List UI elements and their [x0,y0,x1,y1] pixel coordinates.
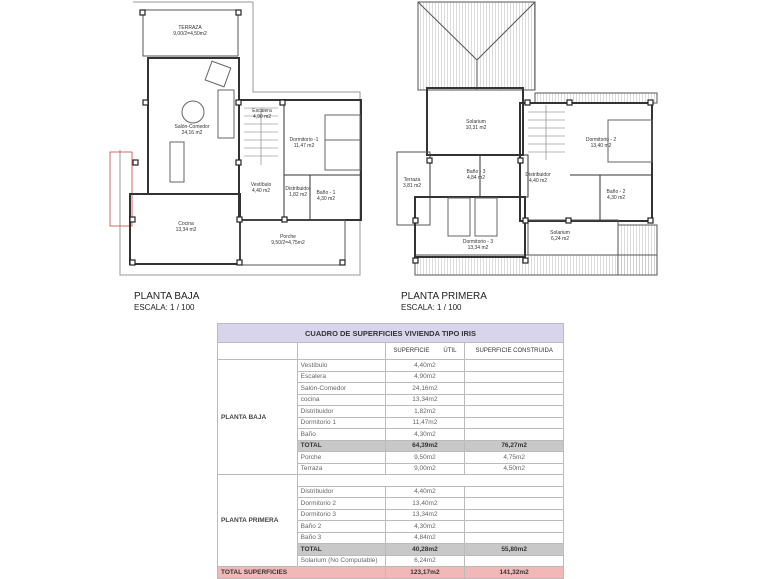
total-label: TOTAL [297,440,385,452]
util-area: 13,40m2 [385,498,465,510]
room-name: cocina [297,394,385,406]
util-area: 4,40m2 [385,486,465,498]
room-area: 24,16 m2 [181,130,203,136]
room-name: Dormitorio 1 [297,417,385,429]
section-label: PLANTA BAJA [218,360,298,475]
col-util-label: SUPERFICIE [393,348,430,354]
room-name: Escalera [252,108,272,114]
room-name: Baño 3 [297,532,385,544]
room-name: Distribuidor [297,486,385,498]
room-name: Distribuidor [297,406,385,418]
room-name: Vestíbulo [297,360,385,372]
total-construida: 76,27m2 [465,440,564,452]
room-name: Porche [297,452,385,464]
col-construida-header: SUPERFICIE CONSTRUIDA [465,343,564,360]
grand-total-util: 123,17m2 [385,567,465,579]
room-name: Vestíbulo [250,182,272,188]
room-area: 11,47 m2 [293,143,315,149]
util-area: 4,30m2 [385,521,465,533]
ground-floor-plan [110,2,361,275]
surface-table [217,323,564,579]
room-name: Solarium (No Computable) [297,555,385,567]
util-area: 1,82m2 [385,406,465,418]
room-area: 4,40 m2 [528,178,548,184]
util-area: 4,30m2 [385,429,465,441]
col-util-suffix: ÚTIL [443,348,457,354]
util-area: 6,24m2 [385,555,465,567]
room-name: TERRAZA [178,25,202,31]
room-area: 4,84 m2 [466,175,486,181]
room-area: 9,00/2=4,50m2 [173,31,207,37]
room-name: Distribuidor [525,172,551,178]
first-floor-plan [397,2,657,275]
room-area: 13,34 m2 [175,227,197,233]
room-area: 4,40 m2 [251,188,271,194]
grand-total-label: TOTAL SUPERFICIES [218,567,386,579]
table-row [218,475,564,487]
util-area: 9,50m2 [385,452,465,464]
room-area: 3,81 m2 [402,183,422,189]
util-area: 9,00m2 [385,463,465,475]
room-area: 4,30 m2 [316,196,336,202]
util-area: 4,90m2 [385,371,465,383]
room-name: Dormitorio 3 [297,509,385,521]
room-area: 10,31 m2 [465,125,487,131]
room-area: 4,30 m2 [606,195,626,201]
table-title: CUADRO DE SUPERFICIES VIVIENDA TIPO IRIS [218,324,564,343]
room-name: Solarium [466,119,486,125]
construida-area: 4,50m2 [465,463,564,475]
room-area: 6,24 m2 [550,236,570,242]
util-area: 24,16m2 [385,383,465,395]
grand-total-row [218,567,564,579]
util-area: 11,47m2 [385,417,465,429]
room-name: Dormitorio 2 [297,498,385,510]
total-util: 40,28m2 [385,544,465,556]
room-name: Cocina [178,221,194,227]
util-area: 4,84m2 [385,532,465,544]
first-floor-scale: ESCALA: 1 / 100 [401,303,462,312]
room-area: 9,50/2=4,75m2 [271,240,305,246]
room-name: Baño 2 [297,521,385,533]
total-label: TOTAL [297,544,385,556]
ground-floor-scale: ESCALA: 1 / 100 [134,303,195,312]
first-floor-title: PLANTA PRIMERA [401,291,487,302]
section-label: PLANTA PRIMERA [218,475,298,567]
room-name: Terraza [297,463,385,475]
room-name: Salón-Comedor [297,383,385,395]
col-util-header [385,343,465,360]
ground-floor-title: PLANTA BAJA [134,291,200,302]
table-row [218,360,564,372]
room-area: 1,82 m2 [288,192,308,198]
util-area: 13,34m2 [385,509,465,521]
first-floor-room-labels [403,119,626,251]
construida-area: 4,75m2 [465,452,564,464]
room-area: 13,40 m2 [590,143,612,149]
room-name: Baño - 1 [316,190,336,196]
room-name: Baño - 2 [606,189,626,195]
room-name: Terraza [403,177,421,183]
grand-total-construida: 141,32m2 [465,567,564,579]
room-name: Baño - 3 [466,169,486,175]
room-area: 13,34 m2 [467,245,489,251]
total-util: 64,39m2 [385,440,465,452]
room-area: 4,90 m2 [252,114,272,120]
room-name: Escalera [297,371,385,383]
room-name: Distribuidor [285,186,311,192]
room-name: Baño [297,429,385,441]
util-area: 4,40m2 [385,360,465,372]
room-name: Dormitorio - 2 [585,137,617,143]
room-name: Dormitorio - 3 [462,239,494,245]
room-name: Solarium [550,230,570,236]
room-name: Porche [280,234,296,240]
room-name: Salón-Comedor [174,124,210,130]
room-name: Dormitorio -1 [289,137,319,143]
util-area: 13,34m2 [385,394,465,406]
total-construida: 55,80m2 [465,544,564,556]
